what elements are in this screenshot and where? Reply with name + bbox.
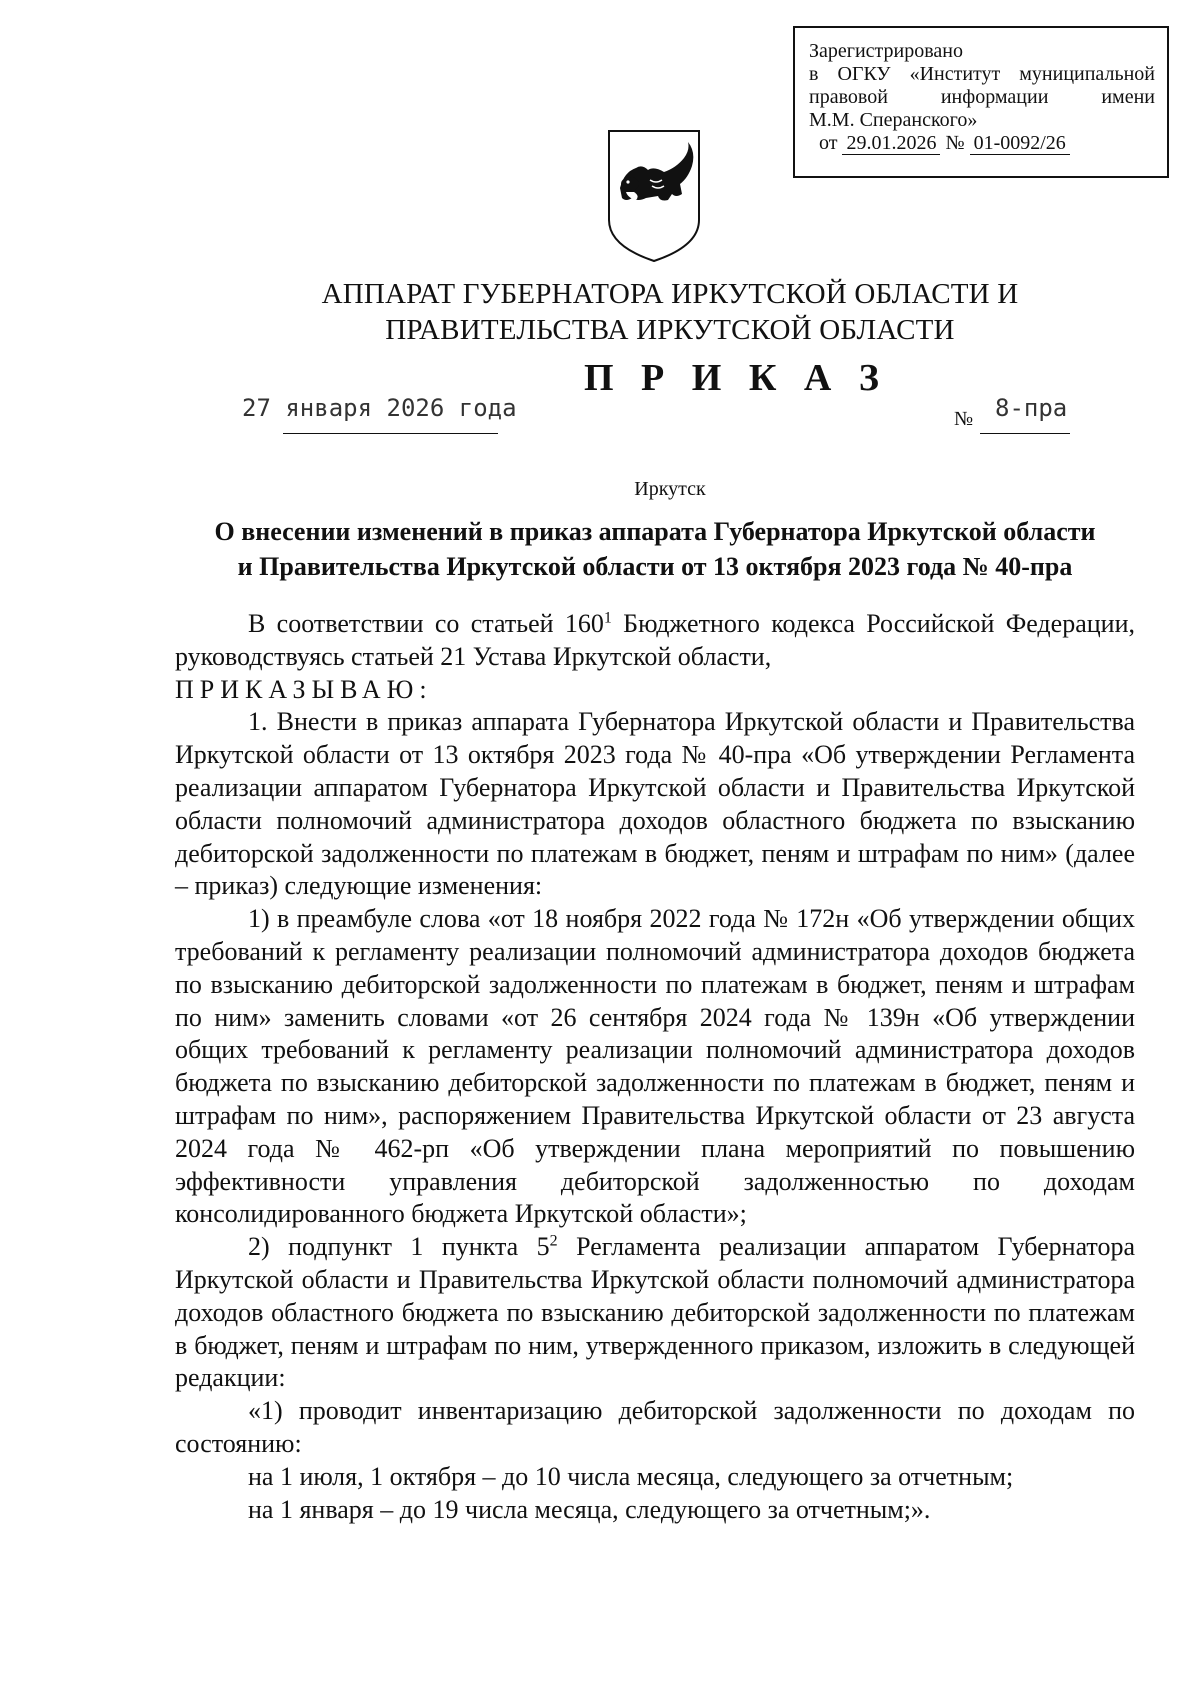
- registration-line-5: [809, 132, 1155, 155]
- registration-line-1: Зарегистрировано: [809, 40, 964, 62]
- paragraph-subitem-2: [175, 1231, 1135, 1395]
- order-number-sign: №: [954, 408, 974, 430]
- paragraph-deadline-2: на 1 января – до 19 числа месяца, следующего за отчетным;».: [248, 1494, 931, 1524]
- document-title-line-1: О внесении изменений в приказ аппарата Губернатора Иркутской области: [214, 517, 1096, 546]
- order-number: 8-пра: [995, 394, 1068, 422]
- paragraph-order-word: ПРИКАЗЫВАЮ:: [175, 674, 433, 704]
- paragraph-deadline-1: на 1 июля, 1 октября – до 10 числа месяца, следующего за отчетным;: [248, 1461, 1014, 1491]
- registration-number: 01-0092/26: [970, 132, 1070, 155]
- document-body: [175, 608, 1135, 1526]
- registration-line-3: правовой информации имени: [809, 86, 1155, 108]
- subitem-2-text-b: Регламента реализации аппаратом Губернатора Иркутской области и Правительства Иркутской области полномочий администратора доходов областного бюджета по взысканию дебиторской задолженности по платежам в бюджет, пеням и штрафам по ним, утвержденного приказом, изложить в следующей редакции:: [175, 1232, 1135, 1393]
- subitem-2-superscript: 2: [549, 1232, 558, 1250]
- registration-stamp: [793, 26, 1169, 178]
- registration-from-label: от: [819, 132, 838, 154]
- paragraph-item-1: 1. Внести в приказ аппарата Губернатора Иркутской области и Правительства Иркутской области от 13 октября 2023 года № 40-пра «Об утверждении Регламента реализации аппаратом Губернатора Иркутской области и Правительства Иркутской области полномочий администратора доходов областного бюджета по взысканию дебиторской задолженности по платежам в бюджет, пеням и штрафам по ним» (далее – приказ) следующие изменения:: [175, 707, 1135, 901]
- document-type-title: П Р И К А З: [584, 357, 888, 399]
- organization-line-1: АППАРАТ ГУБЕРНАТОРА ИРКУТСКОЙ ОБЛАСТИ И: [321, 278, 1019, 310]
- registration-num-label: №: [945, 132, 965, 154]
- preamble-superscript: 1: [603, 609, 612, 627]
- preamble-text-a: В соответствии со статьей 160: [248, 609, 604, 638]
- order-number-underline: [980, 433, 1070, 434]
- paragraph-new-wording: «1) проводит инвентаризацию дебиторской задолженности по доходам по состоянию:: [175, 1396, 1135, 1458]
- registration-line-4: М.М. Сперанского»: [809, 109, 978, 131]
- city: Иркутск: [634, 478, 706, 500]
- paragraph-preamble: [175, 608, 1135, 674]
- registration-line-2: в ОГКУ «Институт муниципальной: [809, 63, 1155, 85]
- paragraph-subitem-1: 1) в преамбуле слова «от 18 ноября 2022 года № 172н «Об утверждении общих требований к регламенту реализации полномочий администратора доходов бюджета по взысканию дебиторской задолженности по платежам в бюджет, пеням и штрафам по ним» заменить словами «от 26 сентября 2024 года № 139н «Об утверждении общих требований к регламенту реализации полномочий администратора доходов бюджета по взысканию дебиторской задолженности по платежам в бюджет, пеням и штрафам по ним», распоряжением Правительства Иркутской области от 23 августа 2024 года № 462-рп «Об утверждении плана мероприятий по повышению эффективности управления дебиторской задолженностью по доходам консолидированного бюджета Иркутской области»;: [175, 904, 1135, 1229]
- irkutsk-coat-of-arms-icon: [606, 128, 702, 264]
- order-date-underline: [283, 433, 498, 434]
- preamble-text-b: Бюджетного кодекса Российской Федерации, руководствуясь статьей 21 Устава Иркутской области,: [175, 609, 1135, 671]
- document-title-line-2: и Правительства Иркутской области от 13 октября 2023 года № 40-пра: [237, 552, 1073, 581]
- registration-date: 29.01.2026: [842, 132, 940, 155]
- city-line: [0, 478, 1200, 501]
- subitem-2-text-a: 2) подпункт 1 пункта 5: [248, 1232, 550, 1262]
- organization-line-2: ПРАВИТЕЛЬСТВА ИРКУТСКОЙ ОБЛАСТИ: [385, 314, 955, 346]
- document-title: [170, 514, 1140, 584]
- order-date: 27 января 2026 года: [242, 394, 517, 422]
